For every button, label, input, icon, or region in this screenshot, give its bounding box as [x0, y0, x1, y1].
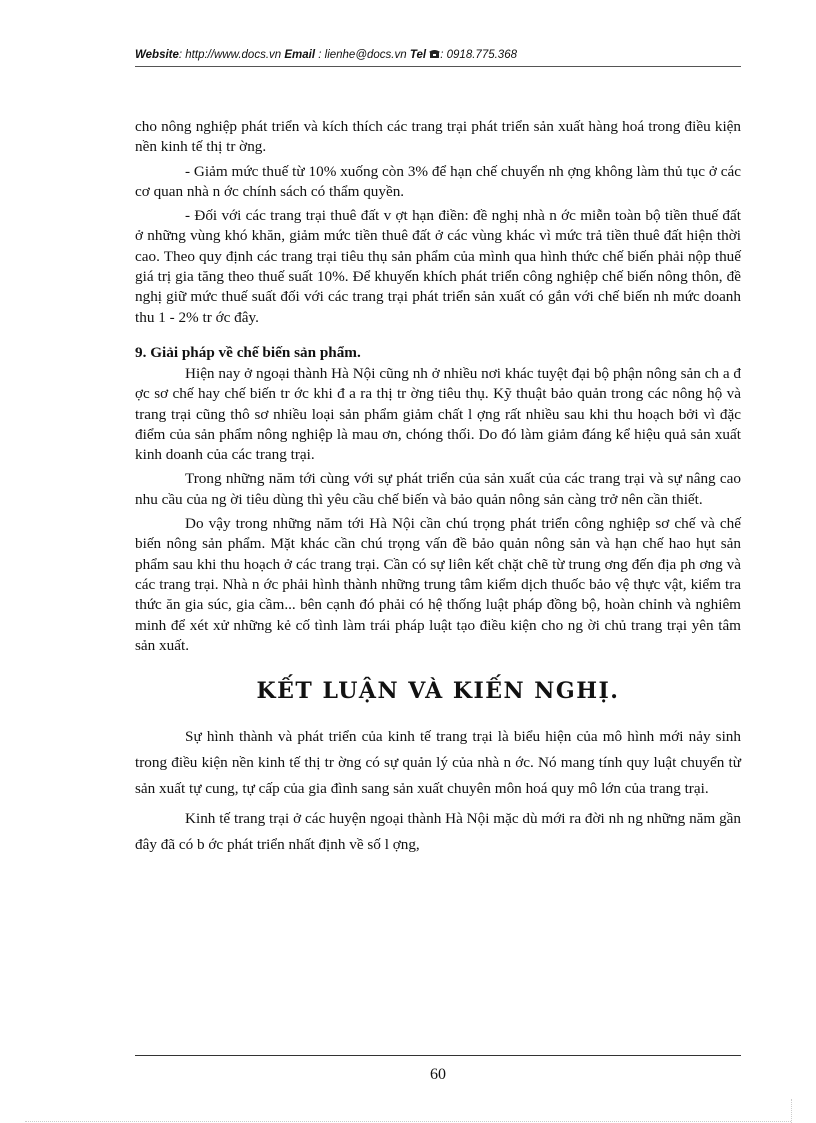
paragraph-8: Kinh tế trang trại ở các huyện ngoại thành Hà Nội mặc dù mới ra đời nh ng những năm gần đây đã có b ớc phát triển nhất định về số l ợng,: [135, 810, 741, 854]
document-body: [135, 117, 741, 858]
header-divider: [135, 66, 741, 67]
section-heading-9: 9. Giải pháp về chế biến sản phẩm.: [135, 343, 361, 361]
email-value: : lienhe@docs.vn: [318, 49, 407, 61]
paragraph-3: - Đối với các trang trại thuê đất v ợt hạn điền: đề nghị nhà n ớc miễn toàn bộ tiền thuế đất ở những vùng khó khăn, giảm mức tiền thuê đất ở các vùng khác vì mức trả tiền thuê đất hiện thời cao. Theo quy định các trang trại tiêu thụ sản phẩm của mình qua hình thức chế biến phải nộp thuế giá trị gia tăng theo thuế suất 10%. Để khuyến khích phát triển công nghiệp chế biến nông thôn, đề nghị giữ mức thuế suất đối với các trang trại phát triển sản xuất có gắn với chế biến nh mức doanh thu 1 - 2% tr ớc đây.: [135, 207, 741, 326]
email-label: Email: [284, 49, 316, 61]
paragraph-4: Hiện nay ở ngoại thành Hà Nội cũng nh ở nhiều nơi khác tuyệt đại bộ phận nông sản ch a đ ợc sơ chế hay chế biến tr ớc khi đ a ra thị tr ờng tiêu thụ. Kỹ thuật bảo quản trong các nông hộ và trang trại cũng thô sơ nhiều loại sản phẩm giảm chất l ợng rất nhiều sau khi thu hoạch bởi vì đặc điểm của sản phẩm nông nghiệp là mau ơn, chóng thối. Do đó làm giảm đáng kể hiệu quả sản xuất kinh doanh của các trang trại.: [135, 364, 741, 464]
conclusion-title: KẾT LUẬN VÀ KIẾN NGHỊ.: [256, 678, 620, 705]
tel-value: : 0918.775.368: [440, 49, 517, 61]
page-number: 60: [430, 1066, 446, 1083]
page-edge-bottom: [25, 1121, 791, 1122]
paragraph-6: Do vậy trong những năm tới Hà Nội cần chú trọng phát triển công nghiệp sơ chế và chế biến nông sản phẩm. Mặt khác cần chú trọng vấn đề bảo quản nông sản và hạn chế hao hụt sản phẩm sau khi thu hoạch ở các trang trại. Cần có sự liên kết chặt chẽ từ trung ơng đến địa ph ơng và các trang trại. Nhà n ớc phải hình thành những trung tâm kiểm dịch thuốc bảo vệ thực vật, kiểm tra thức ăn gia súc, gia cầm... bên cạnh đó phải có hệ thống luật pháp đồng bộ, hoàn chỉnh và nghiêm minh để xét xử những kẻ cố tình làm trái pháp luật tạo điều kiện cho ng ời chủ trang trại yên tâm sản xuất.: [135, 515, 741, 654]
page-edge-corner: [791, 1099, 792, 1123]
paragraph-5: Trong những năm tới cùng với sự phát triển của sản xuất của các trang trại và sự nâng cao nhu cầu của ng ời tiêu dùng thì yêu cầu chế biến và bảo quản nông sản càng trở nên cần thiết.: [135, 470, 741, 508]
website-label: Website: [135, 49, 179, 61]
website-value: : http://www.docs.vn: [178, 49, 282, 61]
page-header: [135, 49, 741, 62]
footer-divider: [135, 1055, 741, 1056]
paragraph-7: Sự hình thành và phát triển của kinh tế trang trại là biểu hiện của mô hình mới nảy sinh trong điều kiện nền kinh tế thị tr ờng có sự quản lý của nhà n ớc. Nó mang tính quy luật chuyển từ sản xuất tự cung, tự cấp của gia đình sang sản xuất chuyên môn hoá quy mô lớn của trang trại.: [135, 728, 741, 798]
telephone-icon: [429, 49, 440, 62]
paragraph-1: cho nông nghiệp phát triển và kích thích các trang trại phát triển sản xuất hàng hoá trong điều kiện nền kinh tế thị tr ờng.: [135, 118, 741, 156]
paragraph-2: - Giảm mức thuế từ 10% xuống còn 3% để hạn chế chuyển nh ợng không làm thủ tục ở các cơ quan nhà n ớc chính sách có thẩm quyền.: [135, 162, 741, 200]
tel-label: Tel: [409, 49, 427, 61]
